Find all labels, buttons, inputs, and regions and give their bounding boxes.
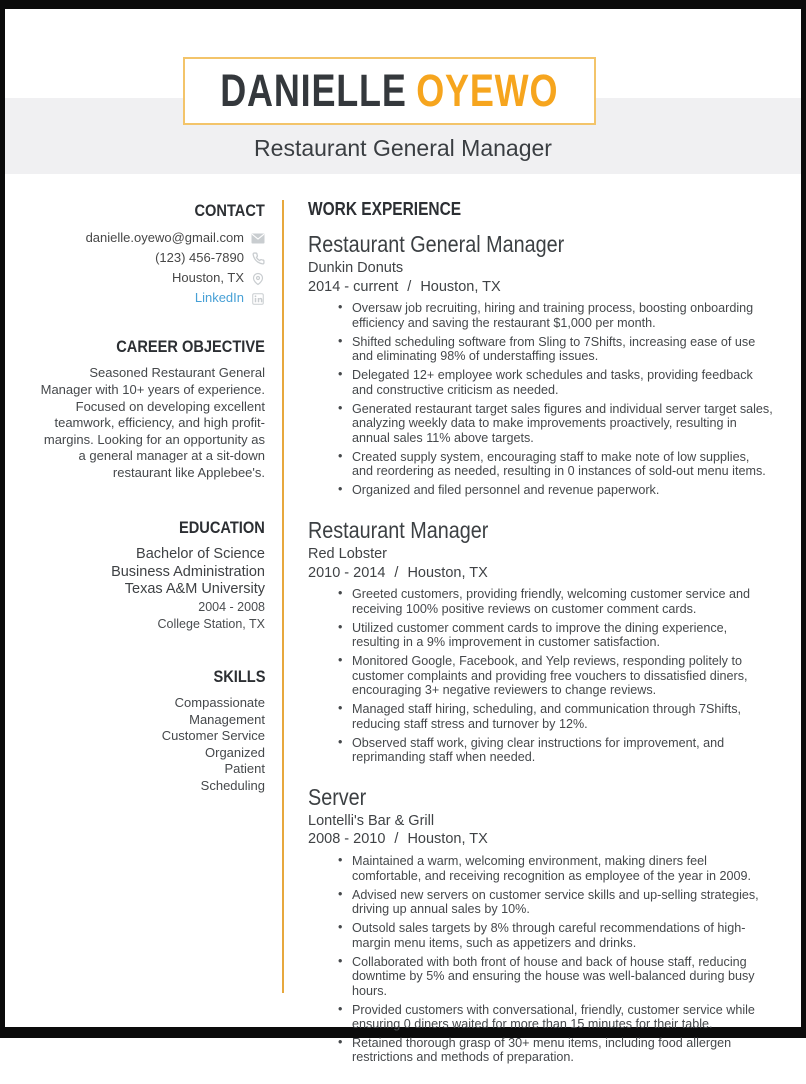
job-bullets [308,301,773,497]
contact-list [35,230,265,307]
job-location: Houston, TX [407,564,488,581]
bullet-item: • Maintained a warm, welcoming environment, making diners feel comfortable, and receiving recognition as employee of the year in 2009. [352,854,773,883]
job-company: Dunkin Donuts [308,259,404,276]
education-major: Business Administration [111,563,265,580]
email-value: danielle.oyewo@gmail.com [85,230,244,246]
job-company: Lontelli's Bar & Grill [308,812,435,829]
job-entry [308,231,773,498]
career-objective-text: Seasoned Restaurant General Manager with 10+ years of experience. Focused on developing excellent teamwork, efficiency, and high profit-margins. Looking for an opportunity as a general manager at a sit-down restaurant like Applebee's. [40,365,265,481]
career-objective-heading: CAREER OBJECTIVE [116,336,265,356]
candidate-name [221,65,559,117]
bullet-item: • Retained thorough grasp of 30+ menu items, including food allergen restrictions and methods of preparation. [352,1036,773,1065]
job-dates: 2010 - 2014 [308,564,386,581]
bullet-item: • Provided customers with conversational, friendly, customer service while ensuring 0 diners waited for more than 15 minutes for their table. [352,1003,773,1032]
job-title: Restaurant Manager [308,516,489,543]
bullet-item: • Collaborated with both front of house and back of house staff, reducing downtime by 5% and ensuring the house was well-balanced during busy hours. [352,955,773,998]
bullet-item: • Oversaw job recruiting, hiring and training process, boosting onboarding efficiency and saving the restaurant $1,000 per month. [352,301,773,330]
bullet-item: • Organized and filed personnel and revenue paperwork. [352,483,773,497]
phone-value: (123) 456-7890 [155,250,244,266]
job-location: Houston, TX [420,278,501,295]
linkedin-icon [251,293,265,305]
bullet-item: • Outsold sales targets by 8% through careful recommendations of high-margin menu items, such as appetizers and drinks. [352,921,773,950]
job-company: Red Lobster [308,545,387,562]
skills-heading: SKILLS [213,666,265,686]
bullet-item: • Monitored Google, Facebook, and Yelp reviews, responding politely to customer complaints and providing free vouchers to dissatisfied diners, encouraging 3+ negative reviewers to change reviews. [352,654,773,697]
skill-item: Scheduling [200,777,265,793]
column-divider [282,200,284,993]
bullet-item: • Utilized customer comment cards to improve the dining experience, resulting in a 9% improvement in customer satisfaction. [352,621,773,650]
bullet-item: • Generated restaurant target sales figures and individual server target sales, analyzing weekly data to make improvements proactively, resulting in annual sales 11% above targets. [352,402,773,445]
education-school: Texas A&M University [124,581,265,598]
education-block [35,546,265,634]
skill-item: Management [189,711,265,727]
education-location: College Station, TX [157,617,265,632]
contact-row-phone [35,250,265,267]
linkedin-link[interactable]: LinkedIn [194,290,244,306]
job-dates: 2014 - current [308,278,399,295]
contact-row-linkedin [35,290,265,307]
bullet-item: • Observed staff work, giving clear instructions for improvement, and reprimanding staff when needed. [352,736,773,765]
job-location: Houston, TX [407,831,488,848]
skill-item: Organized [205,744,265,760]
job-title: Server [308,783,367,810]
job-bullets [308,854,773,1065]
job-dates-location [308,830,773,849]
contact-heading: CONTACT [194,201,265,220]
education-dates: 2004 - 2008 [198,600,265,615]
skill-item: Patient [224,761,265,777]
email-icon [251,233,265,244]
bullet-item: • Created supply system, encouraging staff to make note of low supplies, and reordering as needed, resulting in 0 instances of sold-out menu items. [352,450,773,479]
page-title: Restaurant General Manager [254,135,552,161]
phone-icon [251,252,265,265]
bullet-item: • Advised new servers on customer service skills and up-selling strategies, driving up annual sales by 10%. [352,888,773,917]
education-degree: Bachelor of Science [136,546,265,563]
bullet-item: • Shifted scheduling software from Sling to 7Shifts, increasing ease of use and eliminating 98% of understaffing issues. [352,335,773,364]
contact-row-location [35,270,265,287]
job-dates-location [308,278,773,297]
job-bullets [308,587,773,764]
sidebar [35,201,265,794]
name-box [183,57,596,125]
contact-row-email [35,230,265,247]
candidate-last-name: OYEWO [416,65,559,116]
job-separator: / [394,564,399,581]
location-value: Houston, TX [171,270,244,286]
bullet-item: • Managed staff hiring, scheduling, and communication through 7Shifts, reducing staff stress and turnover by 12%. [352,702,773,731]
candidate-first-name: DANIELLE [220,65,407,116]
job-separator: / [407,278,412,295]
bullet-item: • Delegated 12+ employee work schedules and tasks, providing feedback and constructive criticism as needed. [352,368,773,397]
job-dates: 2008 - 2010 [308,831,386,848]
job-separator: / [394,831,399,848]
job-entry [308,784,773,1065]
bullet-item: • Greeted customers, providing friendly, welcoming customer service and receiving 100% positive reviews on customer comment cards. [352,587,773,616]
skill-item: Customer Service [161,728,265,744]
job-dates-location [308,564,773,583]
education-heading: EDUCATION [179,517,265,537]
job-list [308,231,773,1065]
skill-item: Compassionate [174,695,265,711]
location-pin-icon [251,272,265,286]
job-entry [308,517,773,765]
skills-list [35,695,265,794]
job-title: Restaurant General Manager [308,230,565,257]
work-experience-heading: WORK EXPERIENCE [308,199,462,219]
work-experience-section [308,199,773,1084]
